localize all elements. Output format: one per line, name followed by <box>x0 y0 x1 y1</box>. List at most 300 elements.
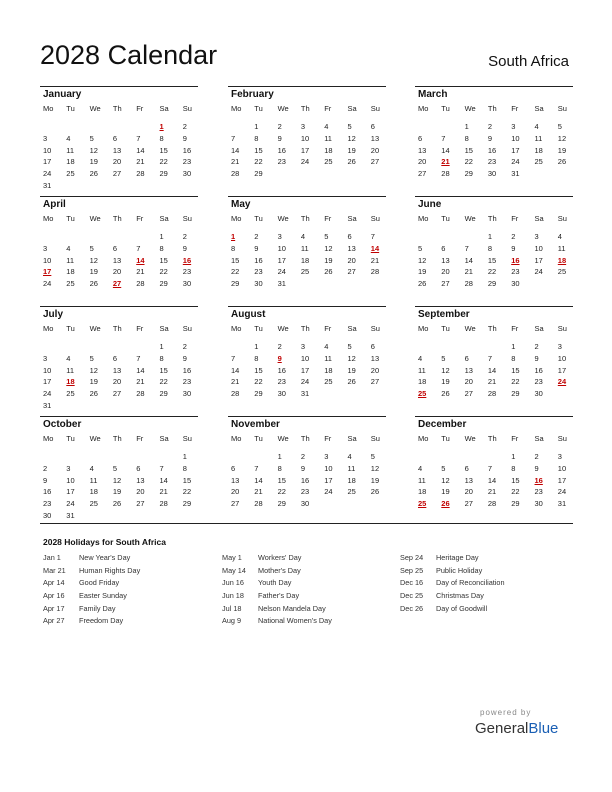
weekday-label: Mo <box>43 434 54 443</box>
day-cell: 15 <box>487 255 497 265</box>
day-cell: 9 <box>534 353 539 363</box>
weekday-label: Sa <box>347 324 357 333</box>
day-cell: 24 <box>43 389 52 399</box>
holiday-day-cell: 1 <box>159 122 164 131</box>
day-cell: 23 <box>511 267 520 277</box>
day-cell: 20 <box>370 145 380 155</box>
day-cell: 15 <box>159 145 168 155</box>
day-cell: 29 <box>159 389 168 399</box>
day-cell: 17 <box>557 365 567 375</box>
weekday-label: Fr <box>136 104 144 113</box>
holidays-title: 2028 Holidays for South Africa <box>43 537 166 547</box>
day-cell: 11 <box>89 475 98 485</box>
day-cell: 20 <box>231 487 240 497</box>
day-cell: 17 <box>43 377 52 387</box>
day-cell: 8 <box>254 133 259 143</box>
day-cell: 8 <box>159 353 164 363</box>
day-cell: 19 <box>418 267 427 277</box>
day-cell: 13 <box>136 475 145 485</box>
day-cell: 16 <box>182 365 192 375</box>
day-cell: 23 <box>254 267 263 277</box>
day-cell: 31 <box>557 499 567 509</box>
day-cell: 25 <box>324 377 333 387</box>
day-cell: 14 <box>136 365 145 375</box>
day-cell: 6 <box>370 342 375 351</box>
weekday-label: Sa <box>159 214 169 223</box>
holiday-date: Dec 16 <box>400 578 424 588</box>
weekday-label: Th <box>300 324 310 333</box>
day-cell: 23 <box>534 377 543 387</box>
day-cell: 25 <box>66 389 75 399</box>
month-name: December <box>418 419 467 430</box>
day-cell: 7 <box>231 133 236 143</box>
day-cell: 17 <box>300 145 310 155</box>
month-name: May <box>231 199 251 210</box>
month-august <box>228 306 386 415</box>
day-cell: 20 <box>136 487 145 497</box>
weekday-label: Sa <box>159 104 169 113</box>
day-cell: 1 <box>511 342 516 351</box>
holiday-date: Apr 27 <box>43 616 65 626</box>
weekday-label: Sa <box>534 434 544 443</box>
day-cell: 28 <box>464 279 473 289</box>
holiday-name: Nelson Mandela Day <box>258 603 326 613</box>
day-cell: 15 <box>159 255 168 265</box>
day-cell: 29 <box>277 499 286 509</box>
month-april <box>40 196 198 305</box>
day-cell: 20 <box>112 157 122 167</box>
day-cell: 16 <box>487 145 497 155</box>
weekday-label: We <box>277 434 289 443</box>
weekday-label: Mo <box>43 324 54 333</box>
weekday-label: Fr <box>511 324 519 333</box>
day-cell: 8 <box>511 353 516 363</box>
day-cell: 11 <box>534 133 543 143</box>
day-cell: 14 <box>464 255 473 265</box>
day-cell: 14 <box>487 475 497 485</box>
day-cell: 30 <box>182 279 192 289</box>
weekday-label: Tu <box>66 434 75 443</box>
weekday-label: Tu <box>254 214 263 223</box>
holiday-day-cell: 16 <box>182 255 192 265</box>
day-cell: 3 <box>557 452 562 461</box>
day-cell: 6 <box>112 133 118 143</box>
day-cell: 4 <box>324 342 329 351</box>
day-cell: 1 <box>159 232 164 241</box>
day-cell: 27 <box>370 377 380 387</box>
weekday-label: Su <box>557 324 567 333</box>
weekday-label: Tu <box>441 324 450 333</box>
day-cell: 29 <box>511 499 520 509</box>
month-july <box>40 306 198 415</box>
day-cell: 5 <box>324 232 329 241</box>
day-cell: 23 <box>182 157 192 167</box>
weekday-label: We <box>464 434 476 443</box>
day-cell: 23 <box>182 377 192 387</box>
day-cell: 6 <box>347 232 352 241</box>
weekday-label: Sa <box>159 434 169 443</box>
day-cell: 18 <box>89 487 98 497</box>
holiday-name: Heritage Day <box>436 553 479 562</box>
weekday-label: Fr <box>136 434 144 443</box>
day-cell: 27 <box>136 499 145 509</box>
holiday-date: May 1 <box>222 553 242 562</box>
day-cell: 30 <box>487 169 497 179</box>
holiday-name: Mother's Day <box>258 565 301 575</box>
weekday-label: Su <box>182 104 192 113</box>
weekday-label: Fr <box>136 324 144 333</box>
day-cell: 27 <box>112 389 122 399</box>
day-cell: 25 <box>300 267 310 277</box>
weekday-label: Sa <box>347 104 357 113</box>
month-december <box>415 416 573 525</box>
day-cell: 11 <box>347 463 356 473</box>
day-cell: 26 <box>324 267 333 277</box>
holiday-day-cell: 18 <box>557 255 567 265</box>
day-cell: 20 <box>441 267 450 277</box>
day-cell: 1 <box>254 122 259 131</box>
day-cell: 27 <box>231 499 240 509</box>
day-cell: 17 <box>324 475 333 485</box>
day-cell: 4 <box>66 133 71 143</box>
day-cell: 16 <box>277 145 286 155</box>
holiday-day-cell: 17 <box>43 267 52 277</box>
day-cell: 1 <box>182 452 187 461</box>
holiday-name: Day of Goodwill <box>436 603 488 613</box>
holiday-date: Sep 25 <box>400 565 424 575</box>
day-cell: 11 <box>66 365 75 375</box>
weekday-label: Su <box>557 214 567 223</box>
day-cell: 22 <box>254 377 263 387</box>
day-cell: 6 <box>370 122 375 131</box>
day-cell: 17 <box>300 365 310 375</box>
weekday-label: Fr <box>511 434 519 443</box>
day-cell: 22 <box>511 487 520 497</box>
day-cell: 12 <box>557 133 567 143</box>
day-cell: 7 <box>136 353 141 363</box>
month-name: November <box>231 419 280 430</box>
day-cell: 7 <box>487 463 493 473</box>
weekday-label: Th <box>487 434 497 443</box>
day-cell: 30 <box>277 389 286 399</box>
day-cell: 16 <box>534 365 543 375</box>
day-cell: 25 <box>89 499 98 509</box>
day-cell: 15 <box>159 365 168 375</box>
day-cell: 4 <box>418 463 423 473</box>
day-cell: 1 <box>464 122 469 131</box>
day-cell: 26 <box>418 279 427 289</box>
weekday-label: Tu <box>441 214 450 223</box>
weekday-label: Mo <box>418 104 429 113</box>
day-cell: 8 <box>159 243 164 253</box>
day-cell: 18 <box>324 145 333 155</box>
day-cell: 8 <box>254 353 259 363</box>
day-cell: 11 <box>324 353 332 363</box>
day-cell: 4 <box>418 353 423 363</box>
day-cell: 30 <box>254 279 263 289</box>
day-cell: 22 <box>231 267 240 277</box>
day-cell: 18 <box>300 255 310 265</box>
day-cell: 13 <box>370 353 380 363</box>
day-cell: 29 <box>464 169 473 179</box>
day-cell: 15 <box>277 475 286 485</box>
day-cell: 27 <box>464 499 473 509</box>
day-cell: 24 <box>557 487 567 497</box>
day-cell: 19 <box>89 157 98 167</box>
day-cell: 19 <box>370 475 380 485</box>
holiday-name: Father's Day <box>258 591 300 601</box>
weekday-label: Sa <box>534 214 544 223</box>
day-cell: 18 <box>347 475 356 485</box>
month-march <box>415 86 573 195</box>
day-cell: 12 <box>89 145 98 155</box>
generalblue-logo[interactable] <box>475 720 558 737</box>
holiday-name: Freedom Day <box>79 616 124 626</box>
month-name: January <box>43 89 82 100</box>
day-cell: 7 <box>136 133 141 143</box>
weekday-label: We <box>277 324 289 333</box>
day-cell: 29 <box>254 389 263 399</box>
day-cell: 29 <box>231 279 240 289</box>
day-cell: 22 <box>159 267 168 277</box>
weekday-label: Mo <box>231 324 242 333</box>
month-september <box>415 306 573 415</box>
day-cell: 14 <box>136 145 145 155</box>
day-cell: 2 <box>43 463 48 473</box>
day-cell: 8 <box>277 463 282 473</box>
day-cell: 4 <box>66 353 71 363</box>
day-cell: 11 <box>418 365 426 375</box>
day-cell: 22 <box>277 487 286 497</box>
day-cell: 2 <box>487 122 493 131</box>
holiday-name: New Year's Day <box>79 553 131 562</box>
weekday-label: Tu <box>66 214 75 223</box>
day-cell: 15 <box>254 145 263 155</box>
day-cell: 10 <box>511 133 520 143</box>
weekday-label: Mo <box>43 104 54 113</box>
day-cell: 28 <box>136 169 145 179</box>
day-cell: 18 <box>66 157 75 167</box>
month-february <box>228 86 386 195</box>
day-cell: 24 <box>43 169 52 179</box>
day-cell: 22 <box>182 487 192 497</box>
day-cell: 26 <box>89 169 98 179</box>
weekday-label: Tu <box>254 324 263 333</box>
month-may <box>228 196 386 305</box>
weekday-label: Th <box>487 214 497 223</box>
weekday-label: Mo <box>231 434 242 443</box>
day-cell: 6 <box>418 133 423 143</box>
day-cell: 11 <box>300 243 309 253</box>
day-cell: 28 <box>370 267 380 277</box>
day-cell: 2 <box>254 232 259 241</box>
holiday-day-cell: 25 <box>418 389 427 399</box>
weekday-label: Mo <box>43 214 54 223</box>
day-cell: 16 <box>182 145 192 155</box>
day-cell: 14 <box>159 475 168 485</box>
holiday-day-cell: 25 <box>418 499 427 509</box>
day-cell: 9 <box>182 353 187 363</box>
day-cell: 21 <box>254 487 263 497</box>
day-cell: 19 <box>112 487 122 497</box>
weekday-label: Th <box>112 104 122 113</box>
day-cell: 23 <box>182 267 192 277</box>
day-cell: 19 <box>324 255 333 265</box>
day-cell: 4 <box>89 463 94 473</box>
month-november <box>228 416 386 525</box>
day-cell: 28 <box>136 389 145 399</box>
day-cell: 5 <box>347 122 352 131</box>
day-cell: 9 <box>43 475 48 485</box>
day-cell: 6 <box>112 353 118 363</box>
day-cell: 13 <box>464 475 473 485</box>
day-cell: 2 <box>182 342 187 351</box>
day-cell: 20 <box>112 377 122 387</box>
day-cell: 19 <box>557 145 567 155</box>
weekday-label: We <box>464 104 476 113</box>
day-cell: 8 <box>159 133 164 143</box>
day-cell: 30 <box>182 169 192 179</box>
weekday-label: Fr <box>136 214 144 223</box>
day-cell: 12 <box>324 243 333 253</box>
day-cell: 23 <box>277 157 286 167</box>
weekday-label: We <box>89 214 101 223</box>
day-cell: 10 <box>300 133 310 143</box>
brand-part-1: General <box>475 720 529 737</box>
day-cell: 15 <box>511 365 520 375</box>
holiday-name: Human Rights Day <box>79 565 141 575</box>
day-cell: 16 <box>43 487 52 497</box>
month-june <box>415 196 573 305</box>
day-cell: 17 <box>277 255 286 265</box>
day-cell: 26 <box>89 389 98 399</box>
day-cell: 21 <box>159 487 168 497</box>
month-name: October <box>43 419 82 430</box>
weekday-label: Th <box>487 324 497 333</box>
weekday-label: Th <box>487 104 497 113</box>
day-cell: 16 <box>300 475 310 485</box>
weekday-label: Su <box>370 104 380 113</box>
day-cell: 5 <box>347 342 352 351</box>
day-cell: 9 <box>511 243 516 253</box>
weekday-label: Su <box>182 214 192 223</box>
day-cell: 3 <box>557 342 562 351</box>
day-cell: 14 <box>487 365 497 375</box>
day-cell: 27 <box>418 169 427 179</box>
day-cell: 12 <box>89 365 98 375</box>
day-cell: 22 <box>159 377 168 387</box>
day-cell: 22 <box>464 157 473 167</box>
day-cell: 1 <box>159 342 164 351</box>
day-cell: 26 <box>89 279 98 289</box>
day-cell: 30 <box>534 499 543 509</box>
holiday-day-cell: 24 <box>557 377 567 387</box>
day-cell: 15 <box>182 475 192 485</box>
day-cell: 6 <box>112 243 118 253</box>
day-cell: 20 <box>347 255 356 265</box>
holiday-date: Jul 18 <box>222 603 242 613</box>
weekday-label: Su <box>370 324 380 333</box>
day-cell: 15 <box>464 145 473 155</box>
day-cell: 9 <box>182 243 187 253</box>
day-cell: 25 <box>534 157 543 167</box>
weekday-label: Fr <box>511 104 519 113</box>
weekday-label: Th <box>300 434 310 443</box>
weekday-label: Th <box>300 104 310 113</box>
day-cell: 9 <box>277 133 282 143</box>
holiday-name: Good Friday <box>79 578 120 588</box>
day-cell: 7 <box>370 232 375 241</box>
weekday-label: Su <box>557 434 567 443</box>
day-cell: 27 <box>370 157 380 167</box>
day-cell: 24 <box>511 157 520 167</box>
day-cell: 12 <box>347 133 356 143</box>
holiday-day-cell: 1 <box>231 232 236 241</box>
day-cell: 31 <box>43 401 52 410</box>
day-cell: 5 <box>557 122 562 131</box>
day-cell: 21 <box>370 255 380 265</box>
day-cell: 29 <box>254 169 263 179</box>
day-cell: 2 <box>300 452 306 461</box>
day-cell: 8 <box>182 463 187 473</box>
day-cell: 1 <box>277 452 282 461</box>
day-cell: 27 <box>347 267 356 277</box>
day-cell: 31 <box>43 181 52 190</box>
day-cell: 5 <box>418 243 423 253</box>
day-cell: 26 <box>441 389 450 399</box>
day-cell: 29 <box>159 279 168 289</box>
day-cell: 4 <box>300 232 306 241</box>
weekday-label: Mo <box>418 434 429 443</box>
day-cell: 17 <box>511 145 520 155</box>
weekday-label: We <box>89 434 101 443</box>
day-cell: 25 <box>66 279 75 289</box>
day-cell: 3 <box>300 342 306 351</box>
day-cell: 21 <box>136 377 145 387</box>
day-cell: 14 <box>231 365 240 375</box>
country-label: South Africa <box>488 53 569 70</box>
weekday-label: Sa <box>347 434 357 443</box>
day-cell: 28 <box>487 499 497 509</box>
day-cell: 10 <box>557 353 567 363</box>
day-cell: 26 <box>557 157 567 167</box>
day-cell: 3 <box>324 452 329 461</box>
weekday-label: Su <box>370 214 380 223</box>
weekday-label: Mo <box>231 104 242 113</box>
weekday-label: Sa <box>347 214 357 223</box>
day-cell: 5 <box>112 463 118 473</box>
day-cell: 30 <box>511 279 520 289</box>
day-cell: 3 <box>66 463 71 473</box>
holiday-date: Mar 21 <box>43 565 66 575</box>
holiday-date: Dec 25 <box>400 591 424 601</box>
day-cell: 10 <box>534 243 543 253</box>
day-cell: 11 <box>557 243 566 253</box>
weekday-label: Fr <box>324 324 332 333</box>
holiday-name: Workers' Day <box>258 553 302 562</box>
day-cell: 10 <box>43 255 52 265</box>
day-cell: 13 <box>464 365 473 375</box>
day-cell: 11 <box>66 255 75 265</box>
day-cell: 2 <box>277 122 282 131</box>
day-cell: 9 <box>300 463 306 473</box>
holiday-date: Sep 24 <box>400 553 424 562</box>
day-cell: 6 <box>136 463 141 473</box>
day-cell: 2 <box>182 122 187 131</box>
day-cell: 12 <box>441 475 450 485</box>
holiday-day-cell: 9 <box>277 353 282 363</box>
day-cell: 12 <box>441 365 450 375</box>
